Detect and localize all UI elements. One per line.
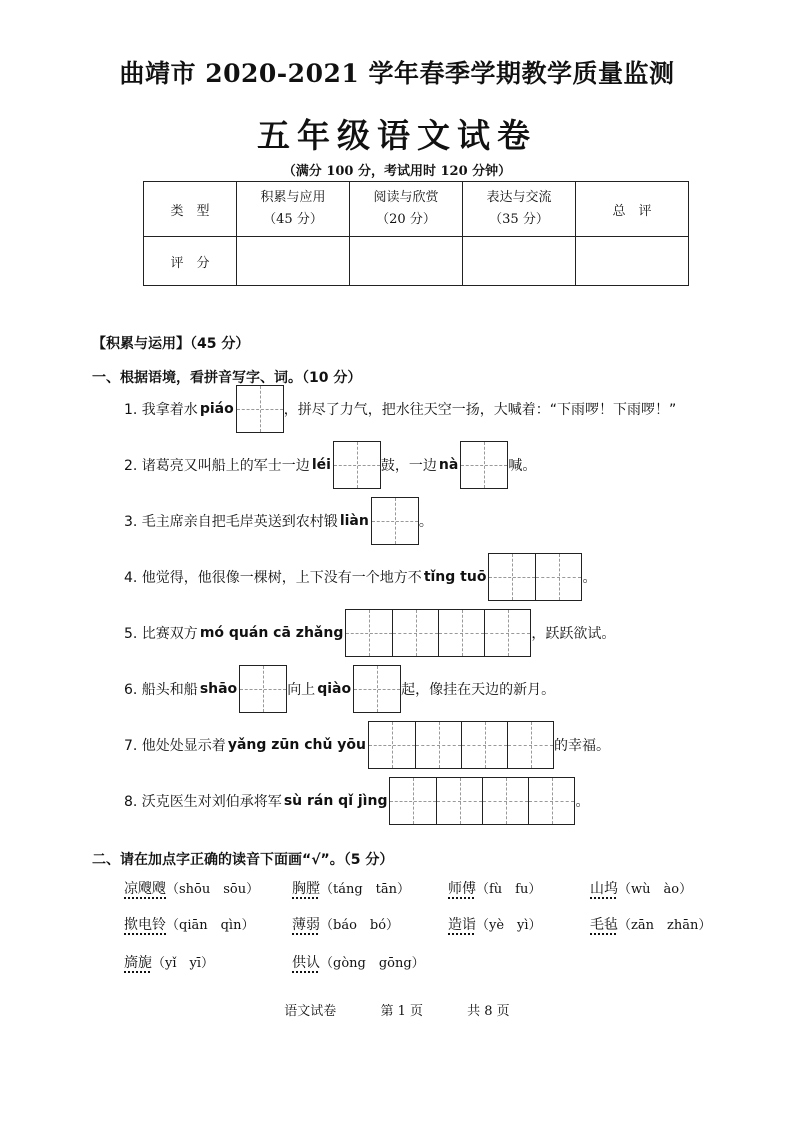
s2-options: （wù ào） [618,882,693,897]
s2-item[interactable] [292,914,399,934]
score-cell-2[interactable] [350,237,463,286]
s2-item[interactable] [448,914,542,934]
s2-options: （táng tān） [320,882,411,897]
footer-total: 共 8 页 [467,1004,510,1019]
s2-options: （yè yì） [476,918,542,933]
s2-item[interactable] [292,878,410,898]
page-footer [0,1000,794,1019]
q6-prefix: 6. 船头和船 [124,682,198,698]
q1-prefix: 1. 我拿着水 [124,402,198,418]
q6-pinyin-1: shāo [199,681,238,697]
q2-pinyin-1: léi [311,457,331,473]
q1-pinyin: piáo [199,401,234,417]
s2-word: 薄弱 [292,917,320,933]
q3-suffix: 。 [418,514,433,530]
q6-suffix: 起，像挂在天边的新月。 [401,682,556,698]
question-7 [124,721,610,769]
s2-word: 毛毡 [590,917,618,933]
s2-options: （yǐ yī） [152,956,215,971]
s2-options: （zān zhān） [618,918,712,933]
question-1 [124,385,676,433]
question-3 [124,497,433,545]
footer-page: 第 1 页 [380,1004,423,1019]
q2-pinyin-2: nà [438,457,459,473]
score-cell-total[interactable] [576,237,689,286]
part1-heading: 【积累与运用】（45 分） [92,336,250,352]
q2-prefix: 2. 诸葛亮又叫船上的军士一边 [124,458,310,474]
q3-pinyin: liàn [339,513,369,529]
q2-answer-grid-1[interactable] [333,441,381,489]
q6-pinyin-2: qiào [317,681,352,697]
s2-item[interactable] [590,914,711,934]
q8-prefix: 8. 沃克医生对刘伯承将军 [124,794,282,810]
score-header-section1: 积累与应用 （45 分） [237,182,350,237]
exam-header: 曲靖市 2020-2021 学年春季学期教学质量监测 [119,59,675,88]
s2-item[interactable] [124,914,254,934]
section1-heading: 一、根据语境，看拼音写字、词。（10 分） [92,370,362,386]
question-4 [124,553,596,601]
q2-suffix: 喊。 [508,458,537,474]
question-8 [124,777,589,825]
q4-suffix: 。 [582,570,597,586]
q3-answer-grid[interactable] [371,497,419,545]
q4-answer-grid[interactable] [488,553,582,601]
q3-prefix: 3. 毛主席亲自把毛岸英送到农村锻 [124,514,338,530]
q5-answer-grid[interactable] [345,609,531,657]
q4-pinyin: tǐng tuō [423,569,487,585]
q5-pinyin: mó quán cā zhǎng [199,625,344,641]
s2-item[interactable] [590,878,692,898]
score-cell-1[interactable] [237,237,350,286]
s2-item[interactable] [292,952,425,972]
s2-word: 旖旎 [124,955,152,971]
exam-note: （满分 100 分，考试用时 120 分钟） [282,164,512,179]
q2-middle: 鼓，一边 [380,458,437,474]
s2-item[interactable] [124,952,214,972]
s2-word: 揿电铃 [124,917,166,933]
q6-answer-grid-1[interactable] [239,665,287,713]
q8-suffix: 。 [575,794,590,810]
q6-answer-grid-2[interactable] [353,665,401,713]
score-cell-3[interactable] [463,237,576,286]
s2-word: 胸膛 [292,881,320,897]
q7-answer-grid[interactable] [368,721,554,769]
s2-options: （gòng gōng） [320,956,425,971]
s2-word: 造诣 [448,917,476,933]
score-header-type: 类 型 [144,182,237,237]
q7-prefix: 7. 他处处显示着 [124,738,226,754]
s2-item[interactable] [448,878,541,898]
s2-word: 山坞 [590,881,618,897]
s2-word: 凉飕飕 [124,881,166,897]
s2-options: （fù fu） [476,882,542,897]
q6-middle: 向上 [287,682,316,698]
q8-pinyin: sù rán qǐ jìng [283,793,388,809]
q7-pinyin: yǎng zūn chǔ yōu [227,737,367,753]
section2-heading: 二、请在加点字正确的读音下面画“√”。（5 分） [92,852,394,868]
score-header-section2: 阅读与欣赏 （20 分） [350,182,463,237]
score-row-label: 评 分 [144,237,237,286]
q7-suffix: 的幸福。 [554,738,611,754]
score-header-total: 总 评 [576,182,689,237]
q1-suffix: ，拼尽了力气，把水往天空一扬，大喊着：“下雨啰！下雨啰！” [283,402,677,418]
exam-title: 五年级语文试卷 [257,116,537,155]
score-header-section3: 表达与交流 （35 分） [463,182,576,237]
score-table [143,181,689,286]
s2-options: （báo bó） [320,918,400,933]
q5-suffix: ，跃跃欲试。 [531,626,616,642]
q8-answer-grid[interactable] [389,777,575,825]
question-2 [124,441,536,489]
s2-options: （qiān qìn） [166,918,255,933]
s2-options: （shōu sōu） [166,882,260,897]
s2-item[interactable] [124,878,259,898]
q4-prefix: 4. 他觉得，他很像一棵树，上下没有一个地方不 [124,570,422,586]
question-6 [124,665,555,713]
s2-word: 供认 [292,955,320,971]
s2-word: 师傅 [448,881,476,897]
q2-answer-grid-2[interactable] [460,441,508,489]
footer-subject: 语文试卷 [284,1004,337,1019]
question-5 [124,609,615,657]
q5-prefix: 5. 比赛双方 [124,626,198,642]
q1-answer-grid[interactable] [236,385,284,433]
